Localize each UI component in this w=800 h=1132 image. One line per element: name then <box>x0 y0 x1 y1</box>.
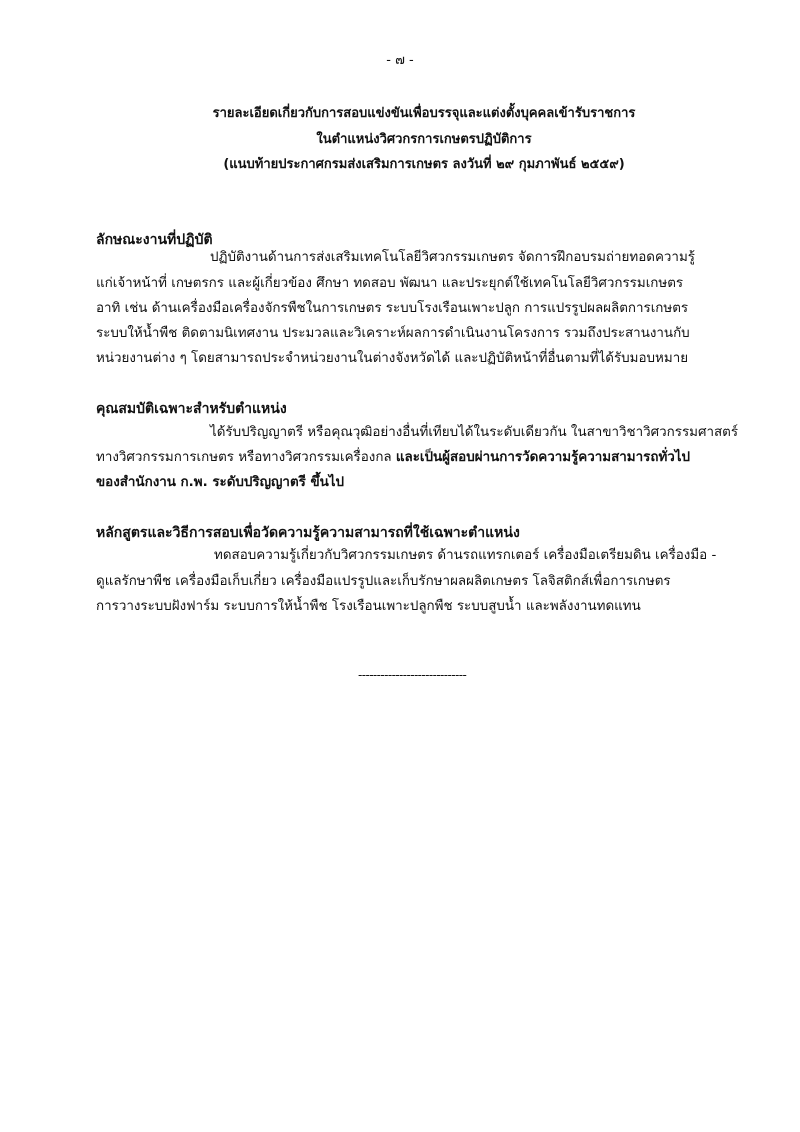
title-line-2: ในตำแหน่งวิศวกรการเกษตรปฏิบัติการ <box>316 132 532 147</box>
duties-line: หน่วยงานต่าง ๆ โดยสามารถประจำหน่วยงานในต่างจังหวัดได้ และปฏิบัติหน้าที่อื่นตามที่ได้รับมอบหมาย <box>96 351 689 366</box>
qualifications-line <box>96 447 690 469</box>
title-line-1: รายละเอียดเกี่ยวกับการสอบแข่งขันเพื่อบรรจุและแต่งตั้งบุคคลเข้ารับราชการ <box>212 106 636 121</box>
curriculum-line: ทดสอบความรู้เกี่ยวกับวิศวกรรมเกษตร ด้านรถแทรกเตอร์ เครื่องมือเตรียมดิน เครื่องมือ - <box>214 548 717 563</box>
curriculum-line: ดูแลรักษาพืช เครื่องมือเก็บเกี่ยว เครื่องมือแปรรูปและเก็บรักษาผลผลิตเกษตร โลจิสติกส์เพื่อการเกษตร <box>96 574 671 589</box>
end-rule: ----------------------------- <box>358 668 467 682</box>
qualifications-line-bold: และเป็นผู้สอบผ่านการวัดความรู้ความสามารถทั่วไป <box>395 450 691 465</box>
curriculum-heading: หลักสูตรและวิธีการสอบเพื่อวัดความรู้ความสามารถที่ใช้เฉพาะตำแหน่ง <box>96 525 520 541</box>
curriculum-line: การวางระบบฝังฟาร์ม ระบบการให้น้ำพืช โรงเรือนเพาะปลูกพืช ระบบสูบน้ำ และพลังงานทดแทน <box>96 599 641 614</box>
duties-line: แก่เจ้าหน้าที่ เกษตรกร และผู้เกี่ยวข้อง ศึกษา ทดสอบ พัฒนา และประยุกต์ใช้เทคโนโลยีวิศวกรรมเกษตร <box>96 276 684 291</box>
title-line-3: (แนบท้ายประกาศกรมส่งเสริมการเกษตร ลงวันที่ ๒๙ กุมภาพันธ์ ๒๕๕๙) <box>223 157 625 172</box>
page-number: - ๗ - <box>386 53 414 68</box>
qualifications-line-bold: ของสำนักงาน ก.พ. ระดับปริญญาตรี ขึ้นไป <box>96 475 345 490</box>
duties-line: อาทิ เช่น ด้านเครื่องมือเครื่องจักรพืชในการเกษตร ระบบโรงเรือนเพาะปลูก การแปรรูปผลผลิตการเกษตร <box>96 301 689 316</box>
duties-heading: ลักษณะงานที่ปฏิบัติ <box>96 232 213 248</box>
qualifications-line: ได้รับปริญญาตรี หรือคุณวุฒิอย่างอื่นที่เทียบได้ในระดับเดียวกัน ในสาขาวิชาวิศวกรรมศาสตร์ <box>210 425 739 440</box>
qualifications-line-normal: ทางวิศวกรรมการเกษตร หรือทางวิศวกรรมเครื่องกล <box>96 450 396 465</box>
duties-line: ระบบให้น้ำพืช ติดตามนิเทศงาน ประมวลและวิเคราะห์ผลการดำเนินงานโครงการ รวมถึงประสานงานกับ <box>96 326 690 341</box>
qualifications-heading: คุณสมบัติเฉพาะสำหรับตำแหน่ง <box>96 401 287 417</box>
duties-line: ปฏิบัติงานด้านการส่งเสริมเทคโนโลยีวิศวกรรมเกษตร จัดการฝึกอบรมถ่ายทอดความรู้ <box>210 250 695 265</box>
